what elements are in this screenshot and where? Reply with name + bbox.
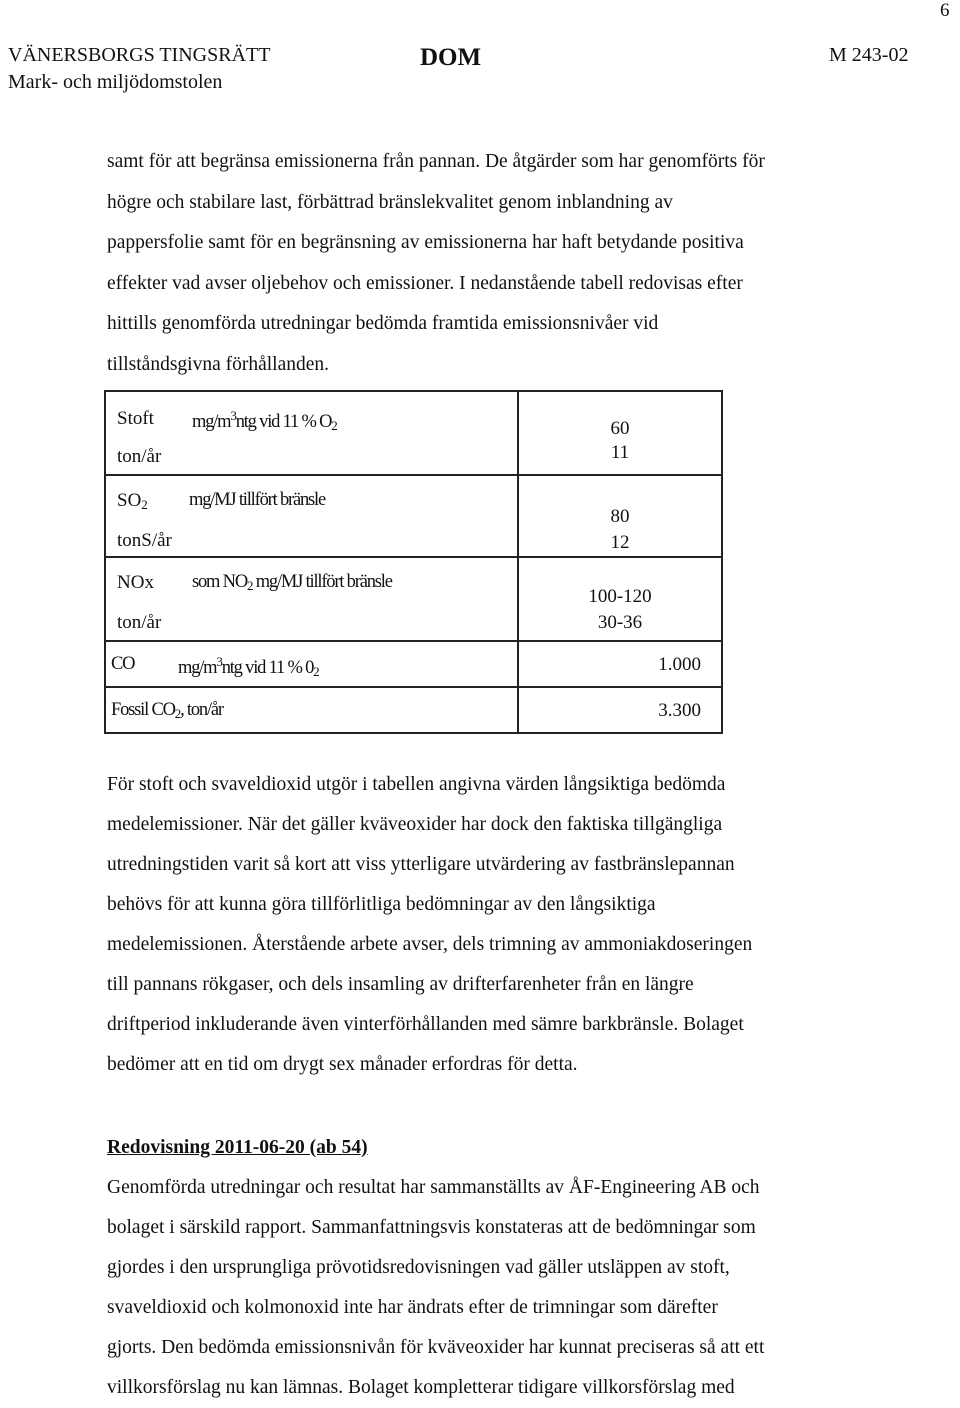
pollutant-name: NOx	[117, 572, 154, 593]
text-line: gjordes i den ursprungliga prövotidsredovisningen vad gäller utsläppen av stoft,	[107, 1257, 730, 1278]
text-line: högre och stabilare last, förbättrad bränslekvalitet genom inblandning av	[107, 191, 673, 213]
value: 3.300	[658, 700, 701, 721]
so2-label-cell	[105, 475, 518, 557]
value: 12	[610, 532, 630, 553]
document-type: DOM	[420, 44, 482, 71]
court-name: VÄNERSBORGS TINGSRÄTT	[8, 44, 271, 66]
value: 11	[610, 442, 630, 463]
report-paragraph	[107, 1168, 907, 1408]
text-line: bedömer att en tid om drygt sex månader erfordras för detta.	[107, 1054, 578, 1075]
nox-value-cell	[518, 557, 722, 641]
value: 30-36	[597, 612, 643, 633]
pollutant-name: Stoft	[117, 408, 154, 429]
table-row	[105, 557, 722, 641]
text-line: pappersfolie samt för en begränsning av emissionerna har haft betydande positiva	[107, 232, 744, 253]
court-division: Mark- och miljödomstolen	[8, 71, 223, 93]
pollutant-name: Fossil $CO_2$, ton/år	[111, 700, 223, 721]
value: 60	[610, 418, 630, 439]
text-line: behövs för att kunna göra tillförlitliga bedömningar av den långsiktiga	[107, 894, 656, 915]
unit-label: $mg/m^3ntg$ vid 11 % $O_2$	[192, 408, 337, 433]
text-line: svaveldioxid och kolmonoxid inte har ändrats efter de trimningar som därefter	[107, 1297, 718, 1318]
pollutant-name: CO	[111, 654, 135, 674]
pollutant-name: $SO_2$	[117, 490, 148, 512]
so2-value-cell	[518, 475, 722, 557]
table-row	[105, 641, 722, 687]
intro-paragraph	[107, 142, 907, 385]
section-heading: Redovisning 2011-06-20 (ab 54)	[107, 1137, 368, 1158]
text-line: effekter vad avser oljebehov och emissioner. I nedanstående tabell redovisas efter	[107, 272, 743, 294]
text-line: villkorsförslag nu kan lämnas. Bolaget kompletterar tidigare villkorsförslag med	[107, 1377, 735, 1398]
text-line: bolaget i särskild rapport. Sammanfattningsvis konstateras att de bedömningar som	[107, 1217, 756, 1238]
nox-label-cell	[105, 557, 518, 641]
text-line: utredningstiden varit så kort att viss ytterligare utvärdering av fastbränslepannan	[107, 854, 735, 875]
text-line: Genomförda utredningar och resultat har sammanställts av ÅF-Engineering AB och	[107, 1177, 760, 1198]
unit-label: ton/år	[117, 446, 162, 467]
value: 100-120	[588, 586, 652, 607]
text-line: hittills genomförda utredningar bedömda framtida emissionsnivåer vid	[107, 313, 659, 334]
unit-label: ton/år	[117, 612, 162, 633]
table-row	[105, 687, 722, 733]
unit-label: tonS/år	[117, 530, 172, 551]
stoft-value-cell	[518, 391, 722, 475]
co-label-cell	[105, 641, 518, 687]
value: 1.000	[658, 654, 701, 675]
unit-label: mg/MJ tillfört bränsle	[189, 490, 325, 510]
text-line: medelemissionen. Återstående arbete avser, dels trimning av ammoniakdoseringen	[107, 934, 753, 955]
text-line: till pannans rökgaser, och dels insamling av drifterfarenheter från en längre	[107, 974, 694, 995]
table-row	[105, 475, 722, 557]
assessment-paragraph	[107, 765, 907, 1085]
co2-value-cell	[518, 687, 722, 733]
emissions-table	[104, 390, 723, 734]
text-line: För stoft och svaveldioxid utgör i tabellen angivna värden långsiktiga bedömda	[107, 774, 726, 795]
co-value-cell	[518, 641, 722, 687]
value: 80	[610, 506, 630, 527]
text-line: medelemissioner. När det gäller kväveoxider har dock den faktiska tillgängliga	[107, 814, 723, 835]
text-line: driftperiod inkluderande även vinterförhållanden med sämre barkbränsle. Bolaget	[107, 1014, 744, 1035]
text-line: gjorts. Den bedömda emissionsnivån för kväveoxider har kunnat preciseras så att ett	[107, 1337, 765, 1358]
text-line: tillståndsgivna förhållanden.	[107, 353, 330, 375]
unit-label: som $NO_2$ mg/MJ tillfört bränsle	[192, 572, 392, 593]
stoft-label-cell	[105, 391, 518, 475]
table-row	[105, 391, 722, 475]
case-number: M 243-02	[829, 44, 909, 66]
unit-label: $mg/m^3ntg$ vid 11 % $0_2$	[178, 654, 319, 679]
co2-label-cell	[105, 687, 518, 733]
page-number: 6	[940, 0, 950, 21]
text-line: samt för att begränsa emissionerna från pannan. De åtgärder som har genomförts för	[107, 151, 765, 172]
